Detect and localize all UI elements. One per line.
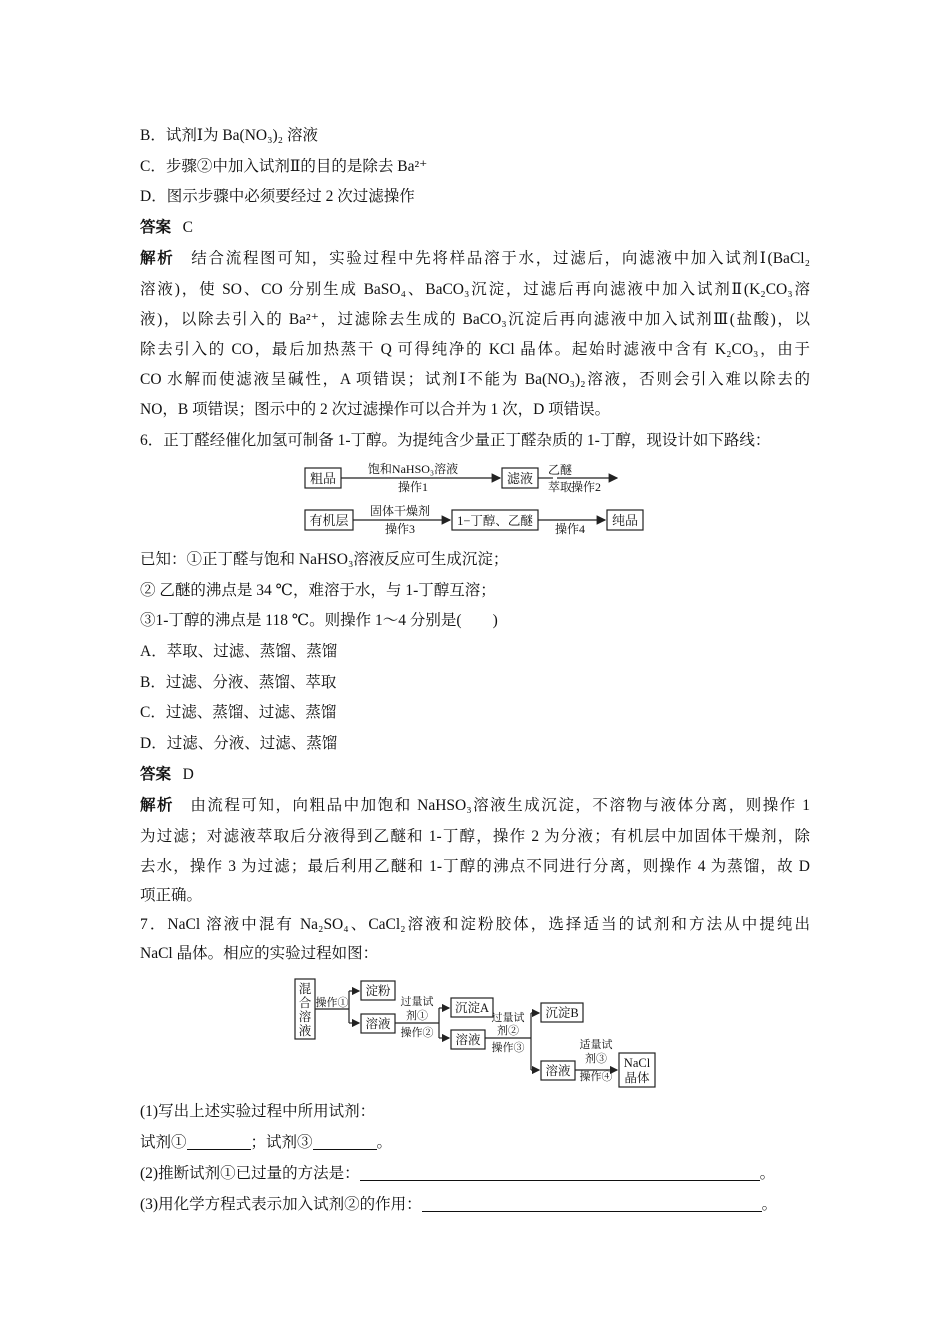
op3-label: 操作③ bbox=[491, 1042, 525, 1054]
reagent2-label: 过量试 bbox=[491, 1012, 525, 1024]
q6-flowchart bbox=[295, 458, 655, 538]
reagent3-label: ；试剂③ bbox=[250, 1134, 313, 1151]
q5-analysis-line: 除去引入的 CO，最后加热蒸干 Q 可得纯净的 KCl 晶体。起始时滤液中含有 K₂CO₃，由于 bbox=[140, 341, 810, 358]
reagent3-label: 适量试 bbox=[579, 1039, 613, 1051]
mixed-char: 液 bbox=[298, 1024, 312, 1038]
op2-label: 操作2 bbox=[570, 480, 602, 494]
starch-label: 淀粉 bbox=[365, 984, 391, 998]
q6-answer bbox=[140, 765, 194, 785]
op3-label: 操作3 bbox=[384, 522, 416, 536]
q6-option-d: D．过滤、分液、过滤、蒸馏 bbox=[140, 735, 338, 752]
q5-analysis-line: CO 水解而使滤液呈碱性，A 项错误；试剂Ⅰ不能为 Ba(NO₃)₂溶液，否则会引入难以除去的 bbox=[140, 371, 810, 388]
reagent3-blank[interactable] bbox=[313, 1134, 377, 1150]
q5-answer bbox=[140, 218, 193, 238]
organic-label: 有机层 bbox=[309, 513, 349, 528]
pure-label: 纯品 bbox=[611, 513, 639, 528]
q6-option-a: A．萃取、过滤、蒸馏、蒸馏 bbox=[140, 643, 338, 660]
op1-label: 操作① bbox=[315, 997, 349, 1009]
analysis-label: 解析 bbox=[140, 797, 175, 814]
q6-stem: 6．正丁醛经催化加氢可制备 1-丁醇。为提纯含少量正丁醛杂质的 1-丁醇，现设计如下路线： bbox=[140, 432, 771, 449]
analysis-label: 解析 bbox=[140, 250, 175, 267]
q7-flowchart bbox=[293, 975, 663, 1091]
solution-label: 溶液 bbox=[545, 1064, 571, 1078]
q6-known-1: 已知：①正丁醛与饱和 NaHSO₃溶液反应可生成沉淀； bbox=[140, 551, 509, 568]
q5-option-b: B．试剂Ⅰ为 Ba(NO₃)₂ 溶液 bbox=[140, 127, 318, 144]
end-mark: 。 bbox=[759, 1165, 776, 1182]
precipitate-a-label: 沉淀A bbox=[454, 1001, 490, 1015]
op4-label: 操作4 bbox=[554, 522, 586, 536]
sub2-blank[interactable] bbox=[360, 1165, 760, 1181]
extract-label: 萃取 bbox=[548, 480, 573, 494]
q5-analysis-line bbox=[140, 249, 810, 269]
q6-option-c: C．过滤、蒸馏、过滤、蒸馏 bbox=[140, 704, 337, 721]
op2-label: 操作② bbox=[400, 1027, 434, 1039]
q6-analysis-line: 项正确。 bbox=[140, 887, 203, 904]
end-mark: 。 bbox=[376, 1134, 393, 1151]
reagent1-label: 剂① bbox=[406, 1010, 428, 1022]
q5-option-d: D．图示步骤中必须要经过 2 次过滤操作 bbox=[140, 188, 415, 205]
crystal-label: 晶体 bbox=[624, 1071, 650, 1085]
solution-label: 溶液 bbox=[455, 1033, 481, 1047]
answer-value: D bbox=[182, 766, 194, 783]
sub2-text: (2)推断试剂①已过量的方法是： bbox=[140, 1165, 360, 1182]
reagent-label: 饱和NaHSO₃溶液 bbox=[367, 462, 459, 476]
q7-sub3 bbox=[140, 1195, 777, 1215]
q6-analysis-line bbox=[140, 796, 810, 816]
reagent3-label: 剂③ bbox=[585, 1053, 607, 1065]
ether-label: 乙醚 bbox=[548, 463, 573, 477]
drying-label: 固体干燥剂 bbox=[369, 504, 431, 518]
op1-label: 操作1 bbox=[397, 480, 429, 494]
mixed-char: 溶 bbox=[298, 1010, 312, 1024]
q6-analysis-line: 为过滤；对滤液萃取后分液得到乙醚和 1-丁醇，操作 2 为分液；有机层中加固体干燥剂，除 bbox=[140, 828, 810, 845]
solution-label: 溶液 bbox=[365, 1017, 391, 1031]
q7-stem: 7．NaCl 溶液中混有 Na₂SO₄、CaCl₂溶液和淀粉胶体，选择适当的试剂和方法从中提纯出 bbox=[140, 916, 810, 933]
precipitate-b-label: 沉淀B bbox=[545, 1006, 579, 1020]
q7-reagent-blanks bbox=[140, 1133, 392, 1153]
q7-stem: NaCl 晶体。相应的实验过程如图： bbox=[140, 945, 379, 962]
crude-label: 粗品 bbox=[309, 471, 337, 486]
op4-label: 操作④ bbox=[579, 1071, 613, 1083]
analysis-text: 由流程可知，向粗品中加饱和 NaHSO₃溶液生成沉淀，不溶物与液体分离，则操作 1 bbox=[190, 797, 810, 814]
answer-label: 答案 bbox=[140, 766, 172, 783]
sub3-text: (3)用化学方程式表示加入试剂②的作用： bbox=[140, 1196, 422, 1213]
mixture-label: 1−丁醇、乙醚 bbox=[457, 514, 533, 528]
q6-known-3: ③1-丁醇的沸点是 118 ℃。则操作 1～4 分别是( ) bbox=[140, 612, 498, 629]
reagent1-label: 过量试 bbox=[400, 996, 434, 1008]
reagent1-label: 试剂① bbox=[140, 1134, 187, 1151]
q6-known-2: ② 乙醚的沸点是 34 ℃，难溶于水，与 1-丁醇互溶； bbox=[140, 582, 496, 599]
sub3-blank[interactable] bbox=[422, 1196, 762, 1212]
q5-option-c: C．步骤②中加入试剂Ⅱ的目的是除去 Ba²⁺ bbox=[140, 158, 428, 175]
q6-analysis-line: 去水，操作 3 为过滤；最后利用乙醚和 1-丁醇的沸点不同进行分离，则操作 4 为蒸馏，故 D bbox=[140, 858, 810, 875]
reagent1-blank[interactable] bbox=[187, 1134, 251, 1150]
mixed-char: 混 bbox=[298, 982, 312, 996]
q5-analysis-line: 溶液)，使 SO、CO 分别生成 BaSO₄、BaCO₃沉淀，过滤后再向滤液中加入试剂Ⅱ(K₂CO₃溶 bbox=[140, 281, 810, 298]
q5-analysis-line: 液)，以除去引入的 Ba²⁺，过滤除去生成的 BaCO₃沉淀后再向滤液中加入试剂Ⅲ(盐酸)，以 bbox=[140, 311, 810, 328]
answer-label: 答案 bbox=[140, 219, 172, 236]
end-mark: 。 bbox=[761, 1196, 778, 1213]
reagent2-label: 剂② bbox=[497, 1025, 519, 1037]
answer-value: C bbox=[182, 219, 193, 236]
nacl-label: NaCl bbox=[623, 1056, 651, 1070]
q7-sub2 bbox=[140, 1164, 775, 1184]
filtrate-label: 滤液 bbox=[506, 471, 534, 486]
mixed-char: 合 bbox=[298, 996, 312, 1010]
q5-analysis-line: NO，B 项错误；图示中的 2 次过滤操作可以合并为 1 次，D 项错误。 bbox=[140, 401, 611, 418]
q6-option-b: B．过滤、分液、蒸馏、萃取 bbox=[140, 674, 337, 691]
q7-sub1: (1)写出上述实验过程中所用试剂： bbox=[140, 1103, 376, 1120]
analysis-text: 结合流程图可知，实验过程中先将样品溶于水，过滤后，向滤液中加入试剂Ⅰ(BaCl₂ bbox=[191, 250, 810, 267]
